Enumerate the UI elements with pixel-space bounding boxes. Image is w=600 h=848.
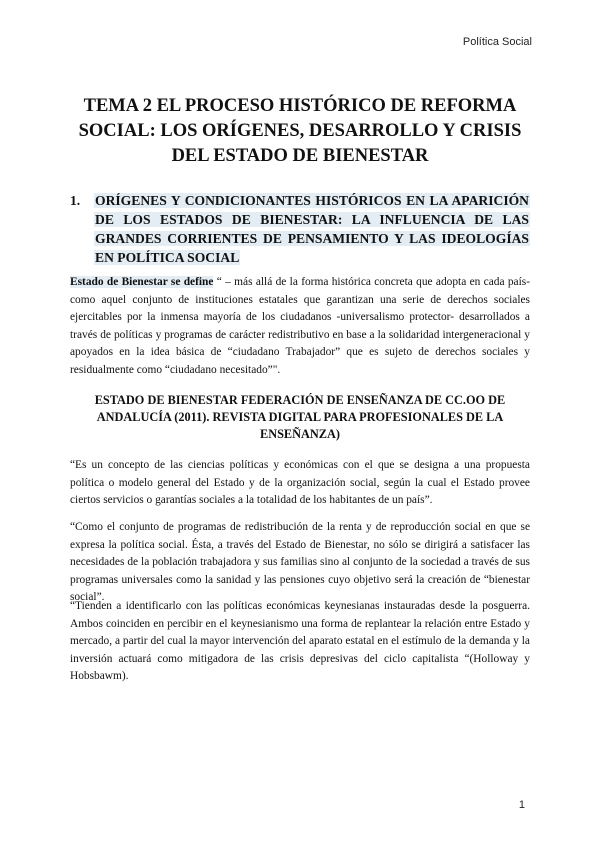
source-heading: ESTADO DE BIENESTAR FEDERACIÓN DE ENSEÑANZA DE CC.OO DE ANDALUCÍA (2011). REVISTA DIGITAL PARA PROFESIONALES DE LA ENSEÑANZA) xyxy=(94,393,506,441)
quote-paragraph-3: “Tienden a identificarlo con las políticas económicas keynesianas instauradas desde la posguerra. Ambos coinciden en percibir en el keynesianismo una forma de replantear la relación entre Estado y mercado, a partir del cual la mayor intervención del aparato estatal en el estímulo de la demanda y la inversión actuará como mitigadora de las crisis depresivas del ciclo capitalista “(Holloway y Hobsbawm). xyxy=(70,600,530,683)
quote-paragraph-1: “Es un concepto de las ciencias políticas y económicas con el que se designa a una propuesta política o modelo general del Estado y de la organización social, según la cual el Estado provee ciertos servicios o garantías sociales a la totalidad de los habitantes de un país”. xyxy=(70,459,530,507)
section-heading xyxy=(70,191,530,267)
quote-paragraph-2: “Como el conjunto de programas de redistribución de la renta y de reproducción social en que se expresa la política social. Ésta, a través del Estado de Bienestar, no sólo se dirigirá a satisfacer las necesidades de la población trabajadora y sus familias sino al conjunto de la sociedad a través de sus programas universales como la sanidad y las pensiones cuyo objetivo será la creación de “bienestar social”. xyxy=(70,521,530,604)
definition-text: “ – más allá de la forma histórica concreta que adopta en cada país- como aquel conjunto de instituciones estatales que garantizan una serie de derechos sociales ejercitables por la inmensa mayoría de los ciudadanos -universalismo protector- desarrollados a través de políticas y programas de carácter redistributivo en base a la solidaridad intergeneracional y apoyados en la idea básica de “ciudadano Trabajador” que es sujeto de derechos sociales y residualmente como “ciudadano necesitado”". xyxy=(70,276,530,376)
definition-lead: Estado de Bienestar se define xyxy=(70,276,214,288)
section-heading-text: ORÍGENES Y CONDICIONANTES HISTÓRICOS EN LA APARICIÓN DE LOS ESTADOS DE BIENESTAR: LA INFLUENCIA DE LAS GRANDES CORRIENTES DE PENSAMIENTO Y LAS IDEOLOGÍAS EN POLÍTICA SOCIAL xyxy=(95,193,529,265)
page-number: 1 xyxy=(518,799,525,811)
definition-paragraph xyxy=(70,274,530,380)
section-number: 1. xyxy=(70,193,81,208)
document-title: TEMA 2 EL PROCESO HISTÓRICO DE REFORMA SOCIAL: LOS ORÍGENES, DESARROLLO Y CRISIS DEL ESTADO DE BIENESTAR xyxy=(78,96,522,166)
running-header: Política Social xyxy=(462,36,532,48)
